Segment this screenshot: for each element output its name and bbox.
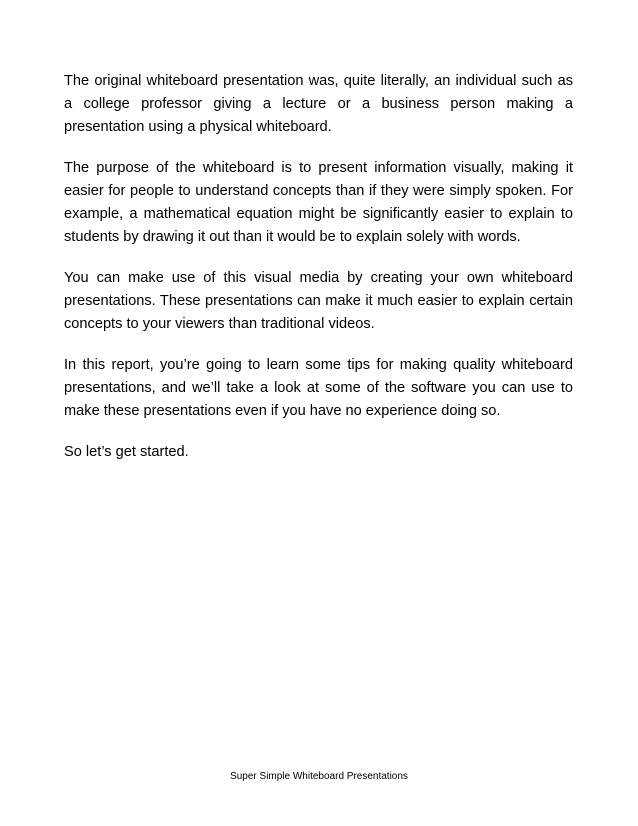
- paragraph-1: The original whiteboard presentation was, quite literally, an individual such as a college professor giving a lecture or a business person making a presentation using a physical whiteboard.: [64, 73, 573, 135]
- paragraph-2: The purpose of the whiteboard is to present information visually, making it easier for people to understand concepts than if they were simply spoken. For example, a mathematical equation might be significantly easier to explain to students by drawing it out than it would be to explain solely with words.: [64, 160, 573, 245]
- paragraph-3: You can make use of this visual media by creating your own whiteboard presentations. These presentations can make it much easier to explain certain concepts to your viewers than traditional videos.: [64, 270, 573, 332]
- body-text: [64, 70, 573, 482]
- paragraph-5: So let’s get started.: [64, 444, 189, 460]
- page-footer: Super Simple Whiteboard Presentations: [230, 771, 408, 782]
- paragraph-4: In this report, you’re going to learn some tips for making quality whiteboard presentations, and we’ll take a look at some of the software you can use to make these presentations even if you have no experience doing so.: [64, 357, 573, 419]
